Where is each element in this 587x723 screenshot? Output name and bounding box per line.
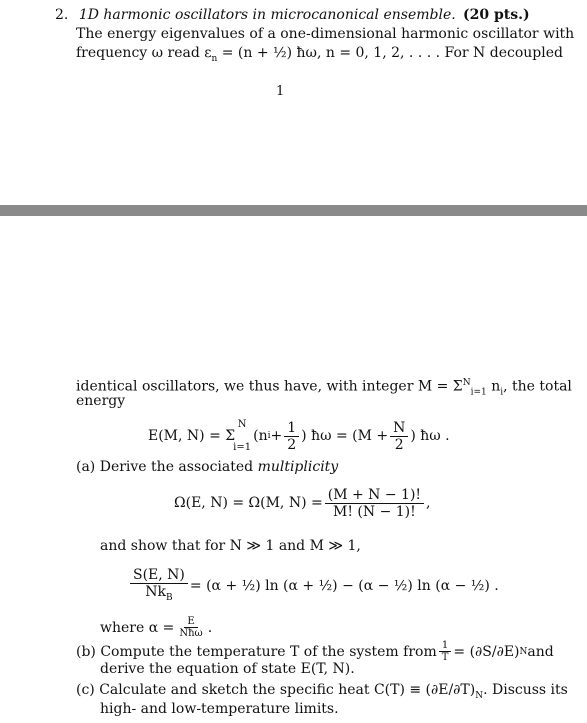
- entropy-equation: [128, 566, 499, 606]
- ni-subscript: i: [500, 387, 504, 398]
- eq1-end: ) ħω .: [410, 428, 450, 444]
- part-a-emphasis: multiplicity: [257, 459, 339, 475]
- part-b-eq: = (∂S/∂E): [453, 643, 520, 660]
- eq1-sum-limits: [233, 419, 251, 453]
- intro-line-1: [76, 374, 572, 401]
- eq2-left: Ω(E, N) = Ω(M, N) =: [174, 495, 323, 511]
- page-separator: [0, 205, 587, 216]
- intro-part-a: identical oscillators, we thus have, with integer M = Σ: [76, 378, 463, 395]
- problem-header: [55, 6, 456, 24]
- problem-text-line-2: The energy eigenvalues of a one-dimensional harmonic oscillator with: [76, 26, 575, 42]
- eq1-plus: +: [270, 428, 283, 444]
- eq1-half-frac: $\frac{1}{2}$: [284, 420, 299, 453]
- where-text: where α =: [100, 619, 175, 636]
- part-a-intro: [76, 458, 338, 476]
- eq2-frac: $\frac{(M + N - 1)!}{M! (N - 1)!}$: [325, 487, 424, 520]
- part-b-end: and: [527, 643, 554, 660]
- page-bottom: [0, 216, 587, 723]
- problem-text-line-3: [76, 44, 563, 68]
- part-c-text: (c) Calculate and sketch the specific heat C(T) ≡ (∂E/∂T): [76, 682, 476, 698]
- show-line: and show that for N ≫ 1 and M ≫ 1,: [100, 538, 361, 554]
- eq1-left: E(M, N) = Σ: [148, 428, 236, 444]
- sum-lower: i=1: [470, 387, 487, 398]
- eq1-n-frac: $\frac{N}{2}$: [390, 420, 408, 453]
- alpha-frac: $\frac{E}{\text{Nħω}}$: [179, 616, 203, 639]
- eq3-lhs-frac: $\frac{S(E, N)}{Nk_B}$: [130, 567, 188, 606]
- where-line: [100, 616, 212, 639]
- eq1-sum-top: N: [237, 419, 247, 430]
- part-b-text: (b) Compute the temperature T of the system from: [76, 643, 437, 660]
- multiplicity-equation: [174, 483, 431, 523]
- problem-points: (20 pts.): [463, 7, 530, 23]
- energy-equation: [148, 414, 450, 458]
- eq3-rhs: = (α + ½) ln (α + ½) − (α − ½) ln (α − ½) .: [189, 578, 499, 594]
- part-c-end: . Discuss its: [483, 682, 568, 698]
- page-top: [0, 0, 587, 205]
- page-number: 1: [276, 84, 285, 99]
- line3-part-a: frequency ω read ε: [76, 45, 212, 61]
- line3-part-b: = (n + ½) ħω, n = 0, 1, 2, . . . . For N decoupled: [217, 45, 563, 61]
- part-a-text: (a) Derive the associated: [76, 459, 258, 475]
- intro-part-b: n: [486, 378, 501, 395]
- eq1-mid-c: ) ħω = (M +: [301, 428, 389, 444]
- part-b-frac: $\frac{1}{T}$: [439, 640, 452, 663]
- part-c-sub: N: [475, 690, 484, 701]
- problem-number: 2.: [55, 7, 69, 23]
- intro-part-c: , the total: [503, 378, 572, 395]
- problem-title: 1D harmonic oscillators in microcanonical ensemble.: [78, 7, 456, 23]
- intro-line-2: energy: [76, 393, 126, 409]
- eq1-mid: (n: [253, 428, 268, 444]
- eq2-end: ,: [426, 495, 431, 511]
- part-b-line-2: derive the equation of state E(T, N).: [100, 661, 355, 677]
- sum-upper: N: [462, 378, 471, 388]
- part-c-line-2: high- and low-temperature limits.: [100, 701, 339, 717]
- part-b-sub: N: [519, 646, 528, 657]
- line3-subscript: n: [211, 53, 218, 64]
- eq1-ni-sub: i: [267, 431, 271, 441]
- eq1-sum-bottom: i=1: [233, 442, 252, 453]
- where-end: .: [207, 619, 213, 636]
